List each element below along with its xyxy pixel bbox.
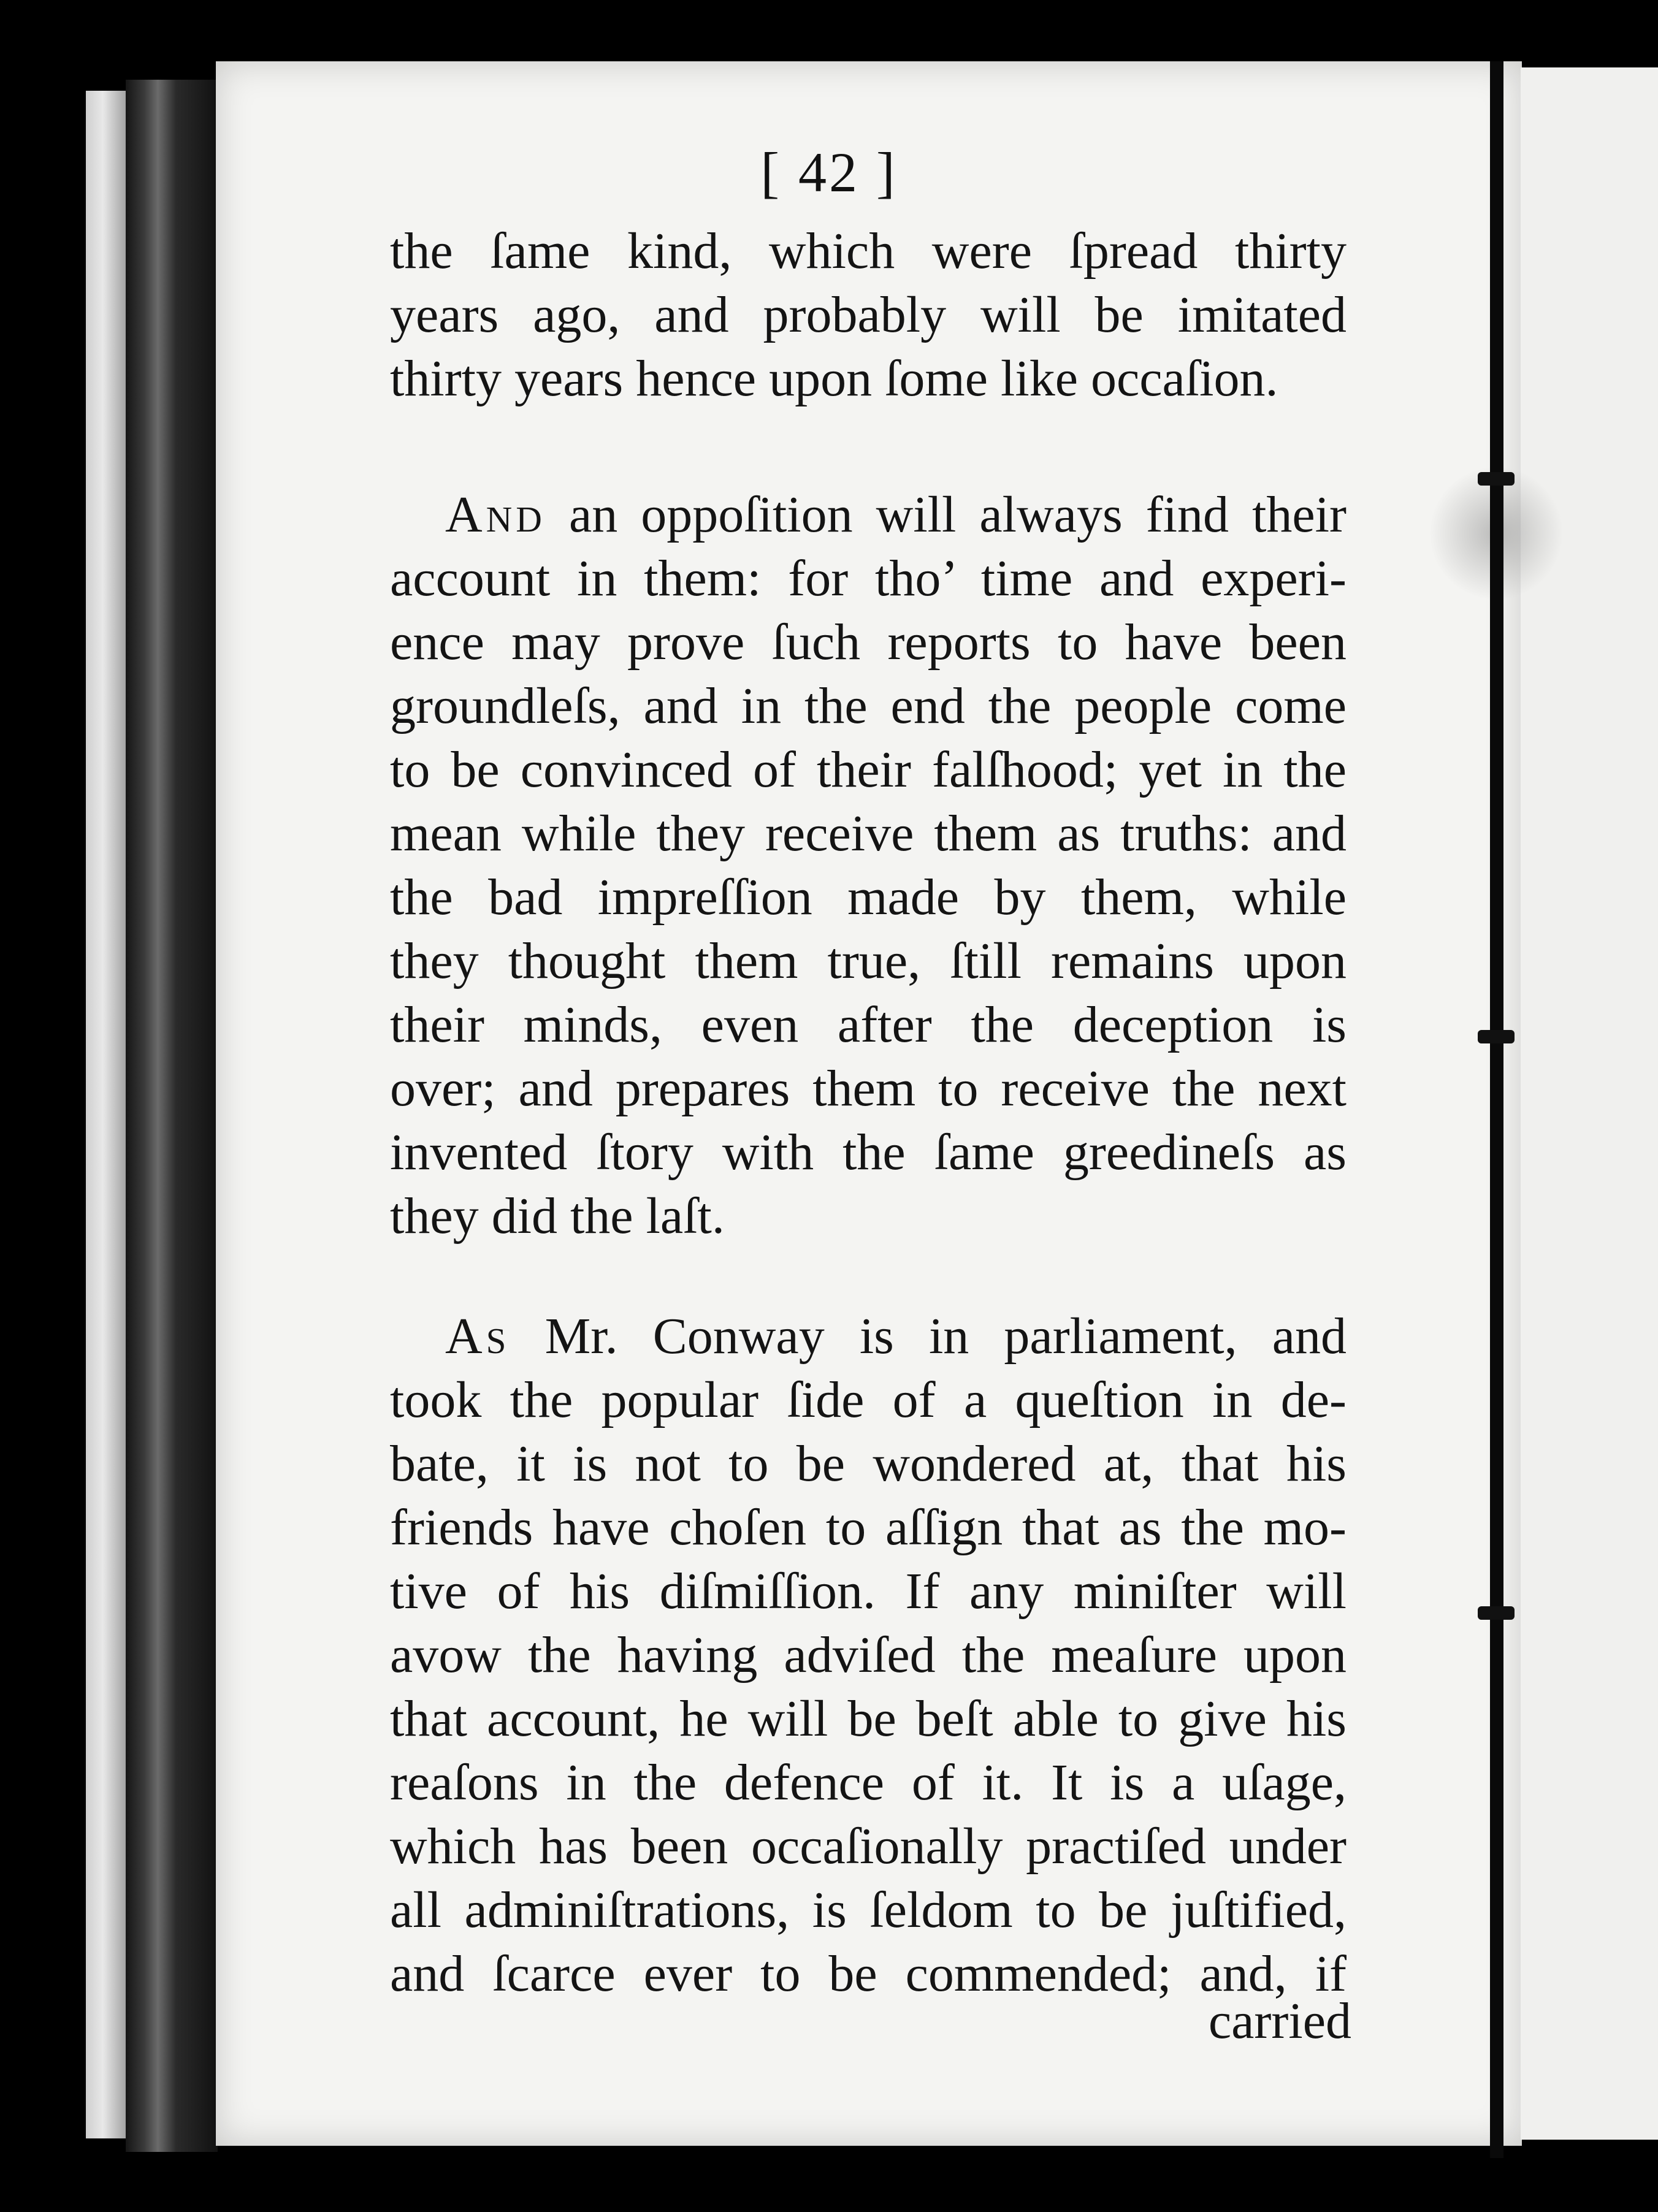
text-line: took the popular ſide of a queſtion in de- (390, 1371, 1347, 1428)
text-line: bate, it is not to be wondered at, that his (390, 1435, 1347, 1492)
paragraph-first-line: an oppoſition will always find their (545, 486, 1347, 543)
text-line: to be convinced of their falſhood; yet in the (390, 741, 1347, 798)
binding-stitch (1478, 1030, 1515, 1043)
catchword: carried (1208, 1993, 1351, 2050)
text-line: the ſame kind, which were ſpread thirty (390, 223, 1347, 280)
text-line: groundleſs, and in the end the people come (390, 677, 1347, 734)
right-page-sheet (1521, 67, 1658, 2140)
binding-stitch (1478, 1606, 1515, 1620)
paragraph-lead-word: And (445, 486, 546, 543)
text-line: mean while they receive them as truths: and (390, 805, 1347, 862)
paragraph-2 (390, 483, 1347, 1248)
paragraph-lead-word: As (445, 1308, 510, 1365)
page-number: [ 42 ] (760, 141, 898, 204)
text-line: which has been occaſionally practiſed under (390, 1818, 1347, 1875)
binding-stitch (1478, 472, 1515, 486)
text-line: the bad impreſſion made by them, while (390, 869, 1347, 926)
text-line: and ſcarce ever to be commended; and, if (390, 1945, 1347, 2002)
text-line: their minds, even after the deception is (390, 996, 1347, 1053)
book-binding (126, 80, 218, 2152)
text-line: account in them: for tho’ time and experi- (390, 550, 1347, 607)
text-line: that account, he will be beſt able to give his (390, 1690, 1347, 1747)
paragraph-1 (390, 219, 1347, 411)
gutter-fold (1490, 61, 1503, 2158)
text-line: over; and prepares them to receive the next (390, 1060, 1347, 1117)
text-line: invented ſtory with the ſame greedineſs as (390, 1124, 1347, 1181)
text-line (390, 483, 1347, 547)
paragraph-3 (390, 1305, 1347, 2006)
text-line: they thought them true, ſtill remains upon (390, 932, 1347, 990)
text-line: ence may prove ſuch reports to have been (390, 614, 1347, 671)
text-line: reaſons in the defence of it. It is a uſage, (390, 1754, 1347, 1811)
left-page-edge (86, 91, 129, 2138)
text-line: tive of his diſmiſſion. If any miniſter will (390, 1563, 1347, 1620)
paragraph-first-line: Mr. Conway is in parliament, and (510, 1308, 1347, 1365)
text-line (390, 1305, 1347, 1368)
text-line: thirty years hence upon ſome like occaſion. (390, 350, 1278, 407)
text-line: years ago, and probably will be imitated (390, 286, 1347, 343)
text-line: they did the laſt. (390, 1188, 725, 1245)
text-line: avow the having adviſed the meaſure upon (390, 1627, 1347, 1684)
text-line: friends have choſen to aſſign that as the mo- (390, 1499, 1347, 1556)
text-line: all adminiſtrations, is ſeldom to be juſtified, (390, 1882, 1347, 1939)
